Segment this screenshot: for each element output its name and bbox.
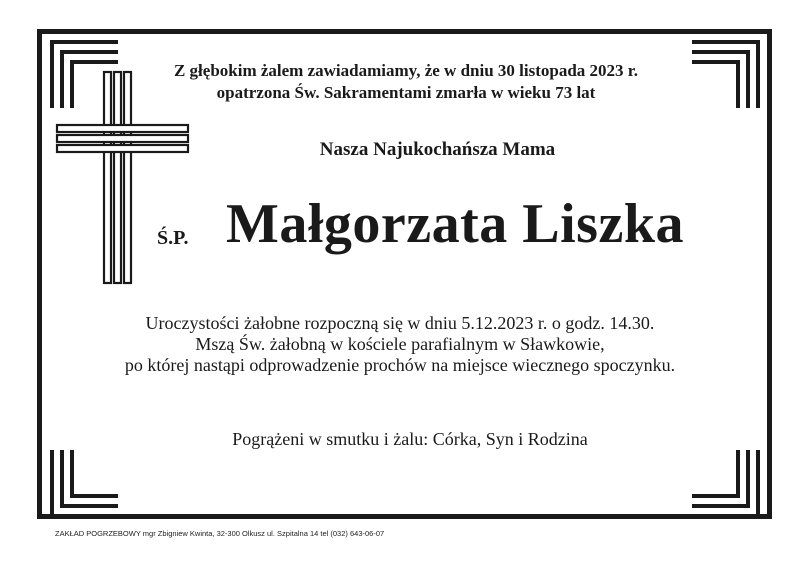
ceremony-line-3: po której nastąpi odprowadzenie prochów na miejsce wiecznego spoczynku. — [124, 355, 676, 375]
ceremony-line-1: Uroczystości żałobne rozpoczną się w dniu 5.12.2023 r. o godz. 14.30. — [145, 313, 655, 333]
mourners-line: Pogrążeni w smutku i żalu: Córka, Syn i Rodzina — [232, 429, 588, 449]
corner-ornament-bottom-right-icon — [690, 448, 760, 518]
ceremony-line-2: Mszą Św. żałobną w kościele parafialnym w Sławkowie, — [195, 334, 605, 354]
intro-line-1: Z głębokim żalem zawiadamiamy, że w dniu 30 listopada 2023 r. — [173, 61, 639, 80]
funeral-home-footer: ZAKŁAD POGRZEBOWY mgr Zbigniew Kwinta, 32-300 Olkusz ul. Szpitalna 14 tel (032) 643-06-07 — [55, 529, 385, 538]
corner-ornament-bottom-left-icon — [50, 448, 120, 518]
intro-line-2: opatrzona Św. Sakramentami zmarła w wieku 73 lat — [216, 83, 596, 102]
name-prefix: Ś.P. — [157, 227, 189, 249]
subtitle: Nasza Najukochańsza Mama — [319, 139, 556, 160]
deceased-name: Małgorzata Liszka — [226, 193, 684, 255]
